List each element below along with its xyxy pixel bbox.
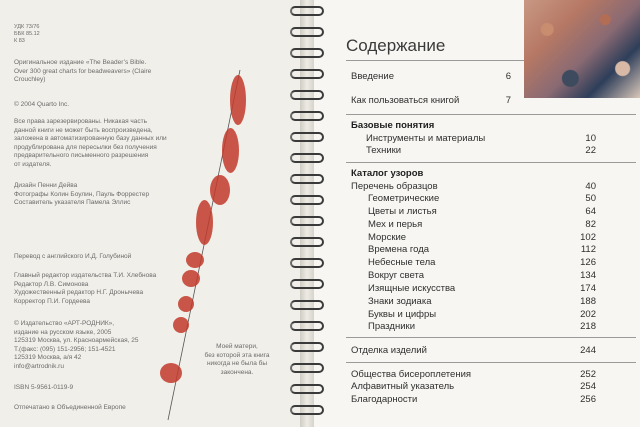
toc-entry-letters[interactable]: Буквы и цифры xyxy=(368,309,437,320)
text-line: Фотографы Колин Боулин, Пауль Форрестер xyxy=(14,190,150,198)
rights-notice xyxy=(14,118,167,169)
coil xyxy=(290,363,324,373)
text-line: Моей матери, xyxy=(216,343,258,350)
bead xyxy=(160,363,182,383)
bead xyxy=(178,296,194,312)
toc-page-geometric: 50 xyxy=(585,193,596,204)
text-line: издание на русском языке, 2005 xyxy=(14,328,112,336)
bead xyxy=(210,175,230,205)
text-line: никогда не была бы xyxy=(206,360,268,367)
toc-entry-societies[interactable]: Общества бисероплетения xyxy=(351,369,472,380)
text-line: продублирована для пересылки без получения xyxy=(14,143,157,151)
coil xyxy=(290,111,324,121)
udk-line: К 83 xyxy=(14,38,25,44)
toc-entry-sea[interactable]: Морские xyxy=(368,232,407,243)
toc-entry-arts[interactable]: Изящные искусства xyxy=(368,283,456,294)
toc-page-flowers: 64 xyxy=(585,206,596,217)
toc-page-index: 254 xyxy=(580,381,596,392)
toc-page-holidays: 218 xyxy=(580,321,596,332)
publisher-info xyxy=(14,320,138,371)
coil xyxy=(290,321,324,331)
toc-page-finishing: 244 xyxy=(580,345,596,356)
toc-entry-index[interactable]: Алфавитный указатель xyxy=(351,381,455,392)
text-line: данной книги не может быть воспроизведена, xyxy=(14,126,153,134)
isbn: ISBN 5-9561-0119-9 xyxy=(14,384,74,391)
udk-line: УДК 73/76 xyxy=(14,24,40,30)
coil xyxy=(290,300,324,310)
text-line: Crouchley) xyxy=(14,76,46,83)
section-rule xyxy=(346,362,636,363)
text-line: заложена в автоматизированную базу данных или xyxy=(14,135,167,142)
text-line: info@artrodnik.ru xyxy=(14,362,64,370)
toc-entry-howto[interactable]: Как пользоваться книгой xyxy=(351,95,460,106)
toc-entry-fur[interactable]: Мех и перья xyxy=(368,219,423,230)
toc-entry-flowers[interactable]: Цветы и листья xyxy=(368,206,437,217)
toc-entry-geometric[interactable]: Геометрические xyxy=(368,193,440,204)
toc-page-seasons: 112 xyxy=(580,244,596,255)
udk-block xyxy=(14,24,40,45)
udk-line: ББК 85.12 xyxy=(14,31,40,37)
coil xyxy=(290,342,324,352)
spiral-binding xyxy=(290,6,326,426)
toc-entry-samples[interactable]: Перечень образцов xyxy=(351,181,438,192)
section-catalog-title: Каталог узоров xyxy=(351,168,424,179)
toc-entry-world[interactable]: Вокруг света xyxy=(368,270,424,281)
coil xyxy=(290,174,324,184)
bead xyxy=(222,128,239,173)
toc-page-world: 134 xyxy=(580,270,596,281)
toc-page-intro: 6 xyxy=(505,71,511,82)
toc-entry-seasons[interactable]: Времена года xyxy=(368,244,430,255)
text-line: 125319 Москва, а/я 42 xyxy=(14,354,82,361)
text-line: © Издательство «АРТ-РОДНИК», xyxy=(14,320,115,327)
text-line: Over 300 great charts for beadweavers» (Claire xyxy=(14,67,152,75)
dedication xyxy=(196,343,278,377)
text-line: Дизайн Пенни Дейва xyxy=(14,182,78,189)
text-line: Оригинальное издание «The Beader’s Bible. xyxy=(14,59,147,66)
toc-page-howto: 7 xyxy=(505,95,511,106)
coil xyxy=(290,153,324,163)
coil xyxy=(290,237,324,247)
coil xyxy=(290,195,324,205)
coil xyxy=(290,132,324,142)
text-line: Главный редактор издательства Т.И. Хлебнова xyxy=(14,272,157,279)
toc-entry-techniques[interactable]: Техники xyxy=(366,145,402,156)
copyright-quarto: © 2004 Quarto Inc. xyxy=(14,101,70,108)
toc-page-sea: 102 xyxy=(580,232,596,243)
toc-page-fur: 82 xyxy=(585,219,596,230)
coil xyxy=(290,48,324,58)
bead xyxy=(186,252,204,268)
text-line: Составитель указателя Памела Эллис xyxy=(14,199,131,206)
toc-page-zodiac: 188 xyxy=(580,296,596,307)
section-rule xyxy=(346,337,636,338)
text-line: предварительного письменного разрешения xyxy=(14,152,149,159)
text-line: Корректор П.И. Гордеева xyxy=(14,297,91,305)
toc-page-thanks: 256 xyxy=(580,394,596,405)
coil xyxy=(290,258,324,268)
design-credits xyxy=(14,182,149,208)
text-line: Редактор Л.В. Симонова xyxy=(14,280,89,288)
toc-entry-celestial[interactable]: Небесные тела xyxy=(368,257,436,268)
text-line: Все права зарезервированы. Никакая часть xyxy=(14,118,148,125)
toc-entry-holidays[interactable]: Праздники xyxy=(368,321,415,332)
toc-page-societies: 252 xyxy=(580,369,596,380)
toc-page-arts: 174 xyxy=(580,283,596,294)
coil xyxy=(290,384,324,394)
text-line: закончена. xyxy=(220,368,254,376)
toc-entry-tools[interactable]: Инструменты и материалы xyxy=(366,133,486,144)
coil xyxy=(290,405,324,415)
original-edition-note xyxy=(14,59,151,85)
coil xyxy=(290,90,324,100)
printed-in: Отпечатано в Объединенной Европе xyxy=(14,404,126,411)
beads-photo xyxy=(524,0,640,98)
text-line: без которой эта книга xyxy=(204,351,270,359)
text-line: Т.(факс: (095) 151-2956; 151-4521 xyxy=(14,345,116,353)
section-basics-title: Базовые понятия xyxy=(351,120,435,131)
section-rule xyxy=(346,114,636,115)
bead xyxy=(182,270,200,287)
text-line: от издателя. xyxy=(14,160,52,168)
toc-entry-intro[interactable]: Введение xyxy=(351,71,395,82)
toc-page-celestial: 126 xyxy=(580,257,596,268)
text-line: 125319 Москва, ул. Красноармейская, 25 xyxy=(14,337,139,344)
editorial-credits xyxy=(14,272,156,306)
coil xyxy=(290,279,324,289)
bead xyxy=(196,200,213,245)
toc-title: Содержание xyxy=(346,36,446,55)
toc-entry-zodiac[interactable]: Знаки зодиака xyxy=(368,296,432,307)
toc-page-techniques: 22 xyxy=(585,145,596,156)
toc-page-samples: 40 xyxy=(585,181,596,192)
toc-page-letters: 202 xyxy=(580,309,596,320)
toc-page-tools: 10 xyxy=(585,133,596,144)
coil xyxy=(290,216,324,226)
toc-entry-thanks[interactable]: Благодарности xyxy=(351,394,418,405)
text-line: Художественный редактор Н.Г. Дронычева xyxy=(14,289,144,296)
section-rule xyxy=(346,162,636,163)
coil xyxy=(290,6,324,16)
translation-credit: Перевод с английского И.Д. Голубиной xyxy=(14,253,132,260)
coil xyxy=(290,69,324,79)
coil xyxy=(290,27,324,37)
bead xyxy=(230,75,246,125)
bead xyxy=(173,317,189,333)
toc-entry-finishing[interactable]: Отделка изделий xyxy=(351,345,427,356)
title-rule xyxy=(346,60,524,61)
